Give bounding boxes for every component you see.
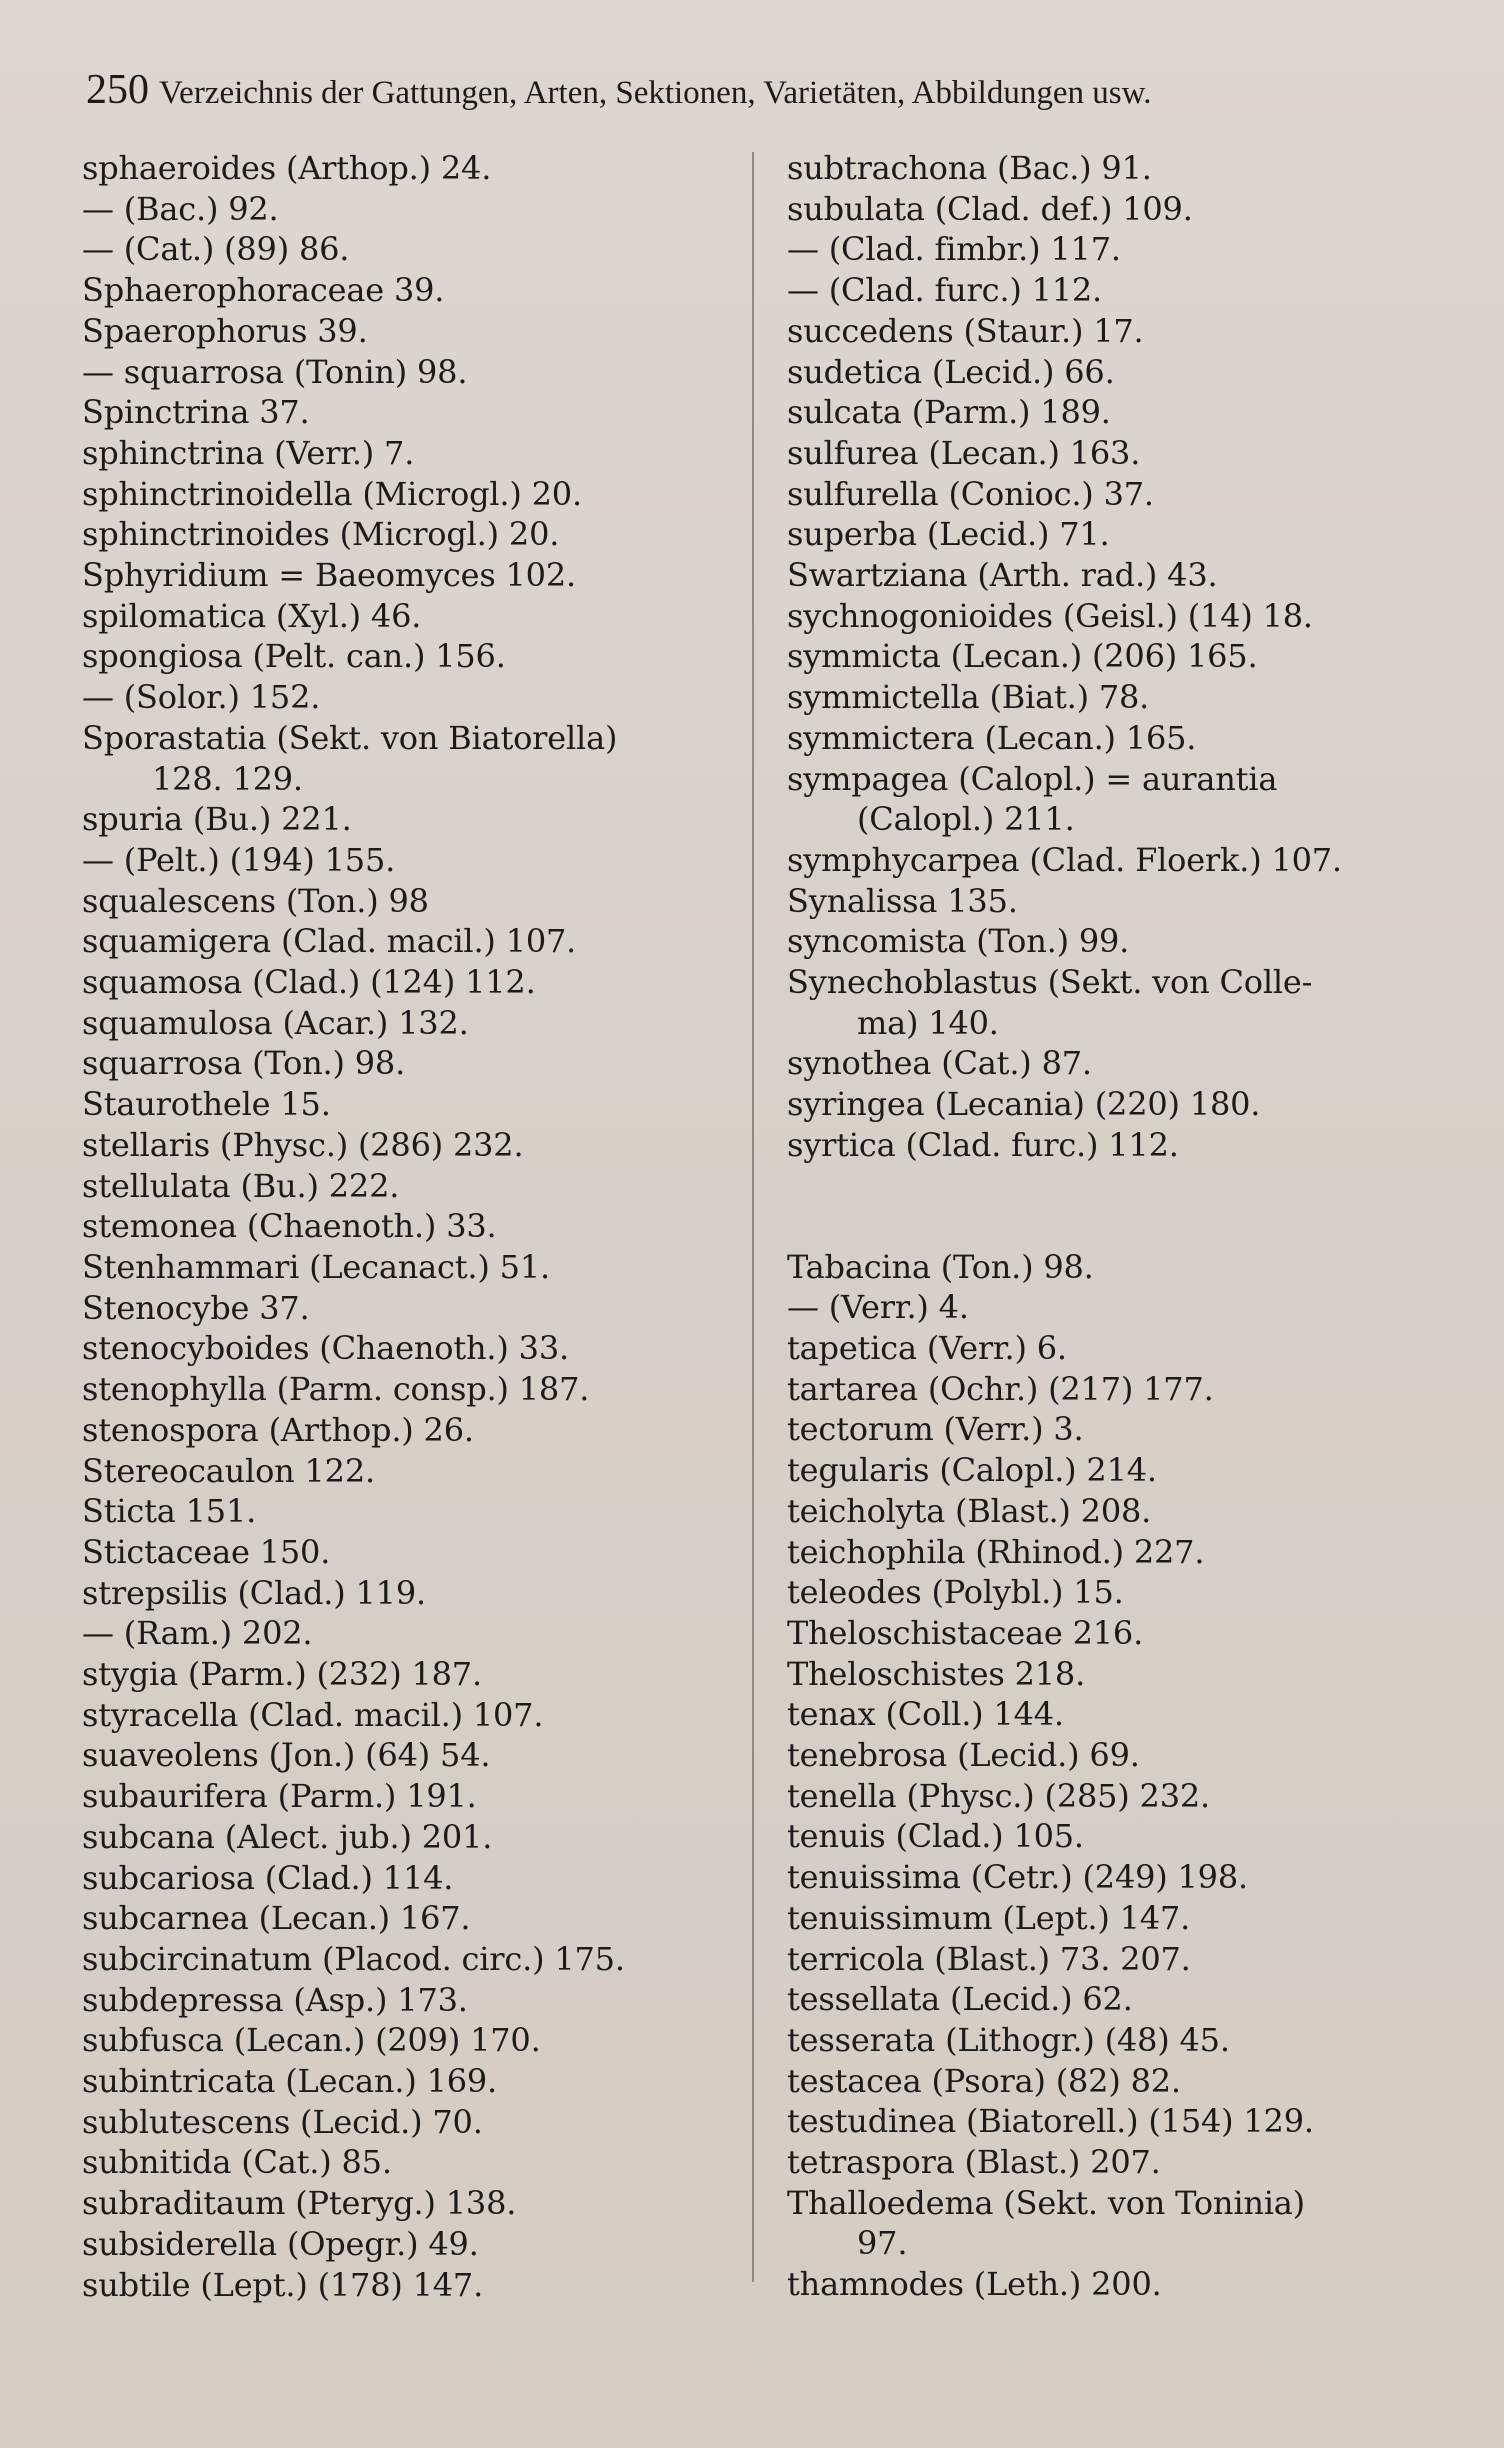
index-entry: sphinctrinoidella (Microgl.) 20. <box>82 474 582 513</box>
index-entry: testudinea (Biatorell.) (154) 129. <box>787 2102 1314 2141</box>
index-entry: tetraspora (Blast.) 207. <box>787 2143 1161 2182</box>
index-entry: Sphaerophoraceae 39. <box>82 271 445 310</box>
index-entry: — (Ram.) 202. <box>82 1614 313 1653</box>
index-entry: symmictella (Biat.) 78. <box>787 678 1150 717</box>
index-entry: Spinctrina 37. <box>82 393 310 432</box>
index-entry-continuation: 128. 129. <box>152 759 303 798</box>
index-entry: stellaris (Physc.) (286) 232. <box>82 1125 524 1164</box>
index-entry: sulfurella (Conioc.) 37. <box>787 474 1154 513</box>
index-entry: Stenocybe 37. <box>82 1288 310 1327</box>
index-entry: Stenhammari (Lecanact.) 51. <box>82 1247 550 1286</box>
index-entry: squalescens (Ton.) 98 <box>82 881 429 920</box>
index-entry: sulfurea (Lecan.) 163. <box>787 433 1141 472</box>
index-entry: tenuissima (Cetr.) (249) 198. <box>787 1858 1248 1897</box>
index-entry: subcariosa (Clad.) 114. <box>82 1858 454 1897</box>
index-entry: Theloschistaceae 216. <box>787 1613 1144 1652</box>
index-entry: stygia (Parm.) (232) 187. <box>82 1655 482 1694</box>
index-entry: suaveolens (Jon.) (64) 54. <box>82 1736 491 1775</box>
index-entry: sulcata (Parm.) 189. <box>787 393 1111 432</box>
index-entry: syringea (Lecania) (220) 180. <box>787 1085 1261 1124</box>
index-entry: tartarea (Ochr.) (217) 177. <box>787 1369 1214 1408</box>
index-entry: sychnogonioides (Geisl.) (14) 18. <box>787 596 1313 635</box>
index-entry: squarrosa (Ton.) 98. <box>82 1044 406 1083</box>
index-entry: Stictaceae 150. <box>82 1532 331 1571</box>
index-entry: sublutescens (Lecid.) 70. <box>82 2102 483 2141</box>
index-entry: teichophila (Rhinod.) 227. <box>787 1532 1205 1571</box>
index-entry: synothea (Cat.) 87. <box>787 1044 1092 1083</box>
index-entry: subaurifera (Parm.) 191. <box>82 1777 477 1816</box>
index-entry: subcarnea (Lecan.) 167. <box>82 1899 471 1938</box>
page-number: 250 <box>86 67 149 113</box>
index-entry: spuria (Bu.) 221. <box>82 800 352 839</box>
index-entry: Sphyridium = Baeomyces 102. <box>82 556 576 595</box>
index-entry: stenocyboides (Chaenoth.) 33. <box>82 1329 569 1368</box>
index-entry: stellulata (Bu.) 222. <box>82 1166 400 1205</box>
section-gap <box>787 1166 1447 1247</box>
page-header <box>86 66 1446 114</box>
index-entry: tapetica (Verr.) 6. <box>787 1328 1067 1367</box>
index-entry: Sporastatia (Sekt. von Biatorella) <box>82 718 618 757</box>
index-entry: subdepressa (Asp.) 173. <box>82 1980 468 2019</box>
index-entry: Thalloedema (Sekt. von Toninia) <box>787 2183 1305 2222</box>
index-entry: sphaeroides (Arthop.) 24. <box>82 149 492 187</box>
index-entry: — (Pelt.) (194) 155. <box>82 840 396 879</box>
index-column-left <box>82 148 732 2305</box>
index-entry: subcana (Alect. jub.) 201. <box>82 1817 493 1856</box>
index-entry: Spaerophorus 39. <box>82 311 368 350</box>
index-entry: thamnodes (Leth.) 200. <box>787 2265 1162 2304</box>
index-entry: tenax (Coll.) 144. <box>787 1695 1064 1734</box>
index-entry: symmictera (Lecan.) 165. <box>787 718 1197 757</box>
index-entry: subintricata (Lecan.) 169. <box>82 2062 498 2101</box>
index-entry: subcircinatum (Placod. circ.) 175. <box>82 1939 625 1978</box>
column-divider <box>752 152 754 2282</box>
index-entry: subraditaum (Pteryg.) 138. <box>82 2184 517 2223</box>
index-entry: terricola (Blast.) 73. 207. <box>787 1939 1191 1978</box>
index-entry: — (Cat.) (89) 86. <box>82 230 350 269</box>
index-entry: subulata (Clad. def.) 109. <box>787 189 1193 228</box>
index-entry: tegularis (Calopl.) 214. <box>787 1451 1157 1490</box>
index-entry: — (Verr.) 4. <box>787 1288 969 1327</box>
index-entry: symmicta (Lecan.) (206) 165. <box>787 637 1258 676</box>
index-entry: tenebrosa (Lecid.) 69. <box>787 1736 1140 1775</box>
index-entry: — squarrosa (Tonin) 98. <box>82 352 468 391</box>
index-entry: tenella (Physc.) (285) 232. <box>787 1776 1211 1815</box>
index-entry: testacea (Psora) (82) 82. <box>787 2061 1181 2100</box>
index-entry: Theloschistes 218. <box>787 1654 1086 1693</box>
index-entry-continuation: (Calopl.) 211. <box>857 800 1075 839</box>
index-entry: squamigera (Clad. macil.) 107. <box>82 922 577 961</box>
index-entry: syrtica (Clad. furc.) 112. <box>787 1125 1179 1164</box>
index-entry: Sticta 151. <box>82 1492 257 1531</box>
index-entry: Swartziana (Arth. rad.) 43. <box>787 556 1218 595</box>
index-entry: subnitida (Cat.) 85. <box>82 2143 392 2182</box>
index-column-right <box>787 148 1447 2305</box>
index-entry: tesserata (Lithogr.) (48) 45. <box>787 2020 1230 2059</box>
index-entry: tenuis (Clad.) 105. <box>787 1817 1084 1856</box>
index-entry: sphinctrinoides (Microgl.) 20. <box>82 515 560 554</box>
index-entry: subfusca (Lecan.) (209) 170. <box>82 2021 541 2060</box>
index-entry: Tabacina (Ton.) 98. <box>787 1247 1094 1286</box>
index-entry: Stereocaulon 122. <box>82 1451 375 1490</box>
index-entry: stenospora (Arthop.) 26. <box>82 1410 474 1449</box>
index-entry: subsiderella (Opegr.) 49. <box>82 2224 479 2263</box>
index-entry: teleodes (Polybl.) 15. <box>787 1573 1124 1612</box>
index-entry: subtile (Lept.) (178) 147. <box>82 2265 484 2304</box>
index-entry: tenuissimum (Lept.) 147. <box>787 1898 1191 1937</box>
index-entry: superba (Lecid.) 71. <box>787 515 1110 554</box>
index-entry: tectorum (Verr.) 3. <box>787 1410 1084 1449</box>
index-entry: — (Bac.) 92. <box>82 189 279 228</box>
index-entry: syncomista (Ton.) 99. <box>787 922 1130 961</box>
index-entry: subtrachona (Bac.) 91. <box>787 149 1152 187</box>
index-entry: Synechoblastus (Sekt. von Colle- <box>787 963 1313 1002</box>
index-entry: squamulosa (Acar.) 132. <box>82 1003 469 1042</box>
index-entry: sphinctrina (Verr.) 7. <box>82 433 415 472</box>
index-entry: — (Clad. fimbr.) 117. <box>787 230 1121 269</box>
index-entry: strepsilis (Clad.) 119. <box>82 1573 426 1612</box>
index-entry: spongiosa (Pelt. can.) 156. <box>82 637 506 676</box>
index-entry: — (Solor.) 152. <box>82 678 321 717</box>
running-title: Verzeichnis der Gattungen, Arten, Sektionen, Varietäten, Abbildungen usw. <box>159 75 1152 111</box>
index-entry: teicholyta (Blast.) 208. <box>787 1491 1152 1530</box>
index-entry: stemonea (Chaenoth.) 33. <box>82 1207 497 1246</box>
index-entry: Staurothele 15. <box>82 1085 331 1124</box>
index-entry: — (Clad. furc.) 112. <box>787 271 1103 310</box>
index-entry: spilomatica (Xyl.) 46. <box>82 596 422 635</box>
index-entry: squamosa (Clad.) (124) 112. <box>82 963 536 1002</box>
index-entry: symphycarpea (Clad. Floerk.) 107. <box>787 840 1342 879</box>
index-entry: stenophylla (Parm. consp.) 187. <box>82 1370 590 1409</box>
index-entry: succedens (Staur.) 17. <box>787 311 1144 350</box>
index-entry: Synalissa 135. <box>787 881 1018 920</box>
index-entry: sympagea (Calopl.) = aurantia <box>787 759 1278 798</box>
index-entry: sudetica (Lecid.) 66. <box>787 352 1115 391</box>
index-entry: styracella (Clad. macil.) 107. <box>82 1695 544 1734</box>
index-entry-continuation: ma) 140. <box>857 1003 999 1042</box>
index-entry: tessellata (Lecid.) 62. <box>787 1980 1133 2019</box>
index-entry-continuation: 97. <box>857 2224 908 2263</box>
